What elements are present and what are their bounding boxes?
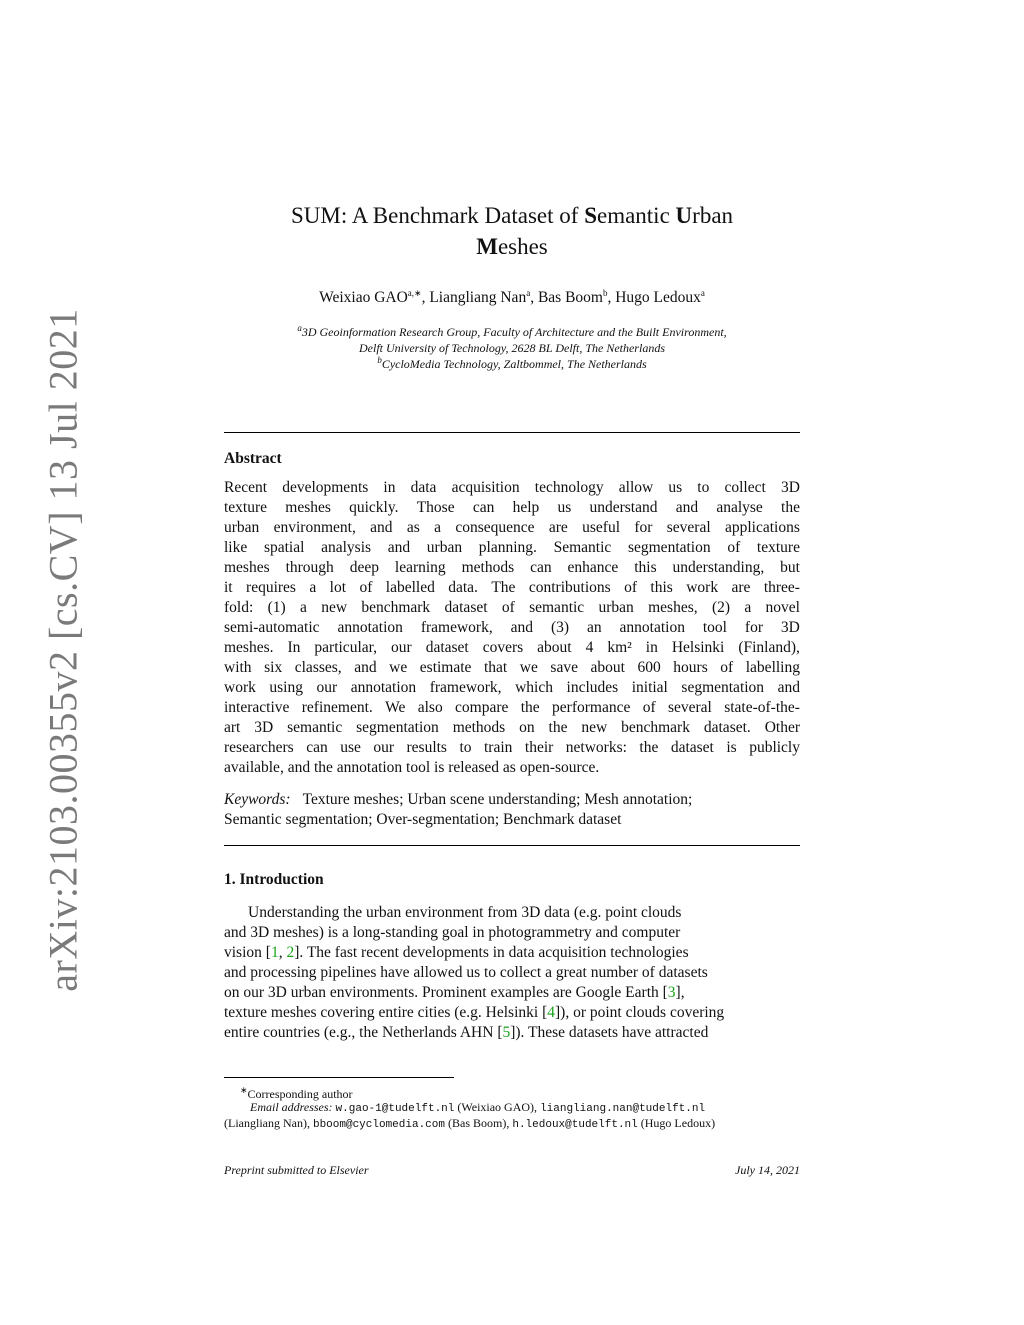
footnote-corresponding: ∗Corresponding author bbox=[240, 1085, 353, 1101]
author: Bas Boom$^b$ bbox=[537, 287, 608, 306]
affiliation-a: $^a$3D Geoinformation Research Group, Faculty of Architecture and the Built Environment, bbox=[297, 323, 727, 339]
abstract-line: with six classes, and we estimate that we save about 600 hours of labelling bbox=[224, 659, 800, 676]
keywords-line: Semantic segmentation; Over-segmentation; Benchmark dataset bbox=[224, 811, 622, 828]
email-link[interactable]: bboom@cyclomedia.com bbox=[312, 1119, 445, 1131]
abstract-bottom-rule bbox=[224, 845, 800, 846]
paper-title bbox=[224, 200, 800, 262]
intro-line: texture meshes covering entire cities (e.g. Helsinki [4]), or point clouds covering bbox=[224, 1004, 725, 1021]
intro-line: Understanding the urban environment from 3D data (e.g. point clouds bbox=[248, 904, 682, 921]
email-link[interactable]: liangliang.nan@tudelft.nl bbox=[540, 1103, 706, 1115]
arxiv-sidebar-stamp: arXiv:2103.00355v2 [cs.CV] 13 Jul 2021 bbox=[40, 308, 86, 992]
author: Weixiao $GAO^{a,∗}$ bbox=[319, 287, 422, 306]
email-link[interactable]: w.gao-1@tudelft.nl bbox=[335, 1103, 455, 1115]
abstract-line: fold: (1) a new benchmark dataset of semantic urban meshes, (2) a novel bbox=[224, 599, 800, 616]
intro-line: and 3D meshes) is a long-standing goal in photogrammetry and computer bbox=[224, 924, 681, 941]
abstract-line: meshes through deep learning methods can enhance this understanding, but bbox=[224, 559, 800, 576]
abstract-line: meshes. In particular, our dataset covers about 4 km² in Helsinki (Finland), bbox=[224, 639, 800, 656]
abstract-line: semi-automatic annotation framework, and (3) an annotation tool for 3D bbox=[224, 619, 800, 636]
abstract-line: work using our annotation framework, which includes initial segmentation and bbox=[224, 679, 800, 696]
affiliation-b: $^b$CycloMedia Technology, Zaltbommel, The Netherlands bbox=[377, 355, 647, 371]
title-part: emantic bbox=[596, 203, 676, 228]
abstract-line: Recent developments in data acquisition technology allow us to collect 3D bbox=[224, 479, 800, 496]
abstract-line: urban environment, and as a consequence are useful for several applications bbox=[224, 519, 800, 536]
title-part: rban bbox=[692, 203, 734, 228]
citation-link[interactable]: 1 bbox=[270, 944, 279, 961]
page-footer bbox=[224, 1163, 800, 1178]
email-link[interactable]: h.ledoux@tudelft.nl bbox=[512, 1119, 638, 1131]
keywords-line: Keywords: Texture meshes; Urban scene understanding; Mesh annotation; bbox=[224, 791, 693, 808]
abstract-line: interactive refinement. We also compare the performance of several state-of-the- bbox=[224, 699, 800, 716]
affiliations bbox=[224, 324, 800, 372]
citation-link[interactable]: 3 bbox=[667, 984, 676, 1001]
citation-link[interactable]: 4 bbox=[547, 1004, 555, 1021]
footer-date: July 14, 2021 bbox=[735, 1163, 800, 1177]
abstract-line: researchers can use our results to train their networks: the dataset is publicly bbox=[224, 739, 800, 756]
intro-line: and processing pipelines have allowed us to collect a great number of datasets bbox=[224, 964, 708, 981]
title-part: eshes bbox=[497, 234, 548, 259]
title-bold-letter: M bbox=[476, 234, 498, 259]
footnote-emails-cont: (Liangliang Nan), bboom@cyclomedia.com (Bas Boom), h.ledoux@tudelft.nl (Hugo Ledoux) bbox=[224, 1116, 716, 1131]
citation-link[interactable]: 2 bbox=[286, 944, 295, 961]
intro-line: vision [1, 2]. The fast recent developments in data acquisition technologies bbox=[224, 944, 689, 961]
title-bold-letter: S bbox=[584, 203, 597, 228]
keywords bbox=[224, 790, 800, 830]
footer-preprint-note: Preprint submitted to Elsevier bbox=[224, 1163, 369, 1177]
footnote-emails: Email addresses: w.gao-1@tudelft.nl (Weixiao GAO), liangliang.nan@tudelft.nl bbox=[250, 1100, 706, 1115]
section-heading-introduction: 1. Introduction bbox=[224, 871, 324, 888]
abstract-body bbox=[224, 478, 800, 778]
introduction-body bbox=[224, 903, 800, 1043]
abstract-top-rule bbox=[224, 432, 800, 433]
intro-line: entire countries (e.g., the Netherlands AHN [5]). These datasets have attracted bbox=[224, 1024, 709, 1041]
footnote-rule bbox=[224, 1077, 454, 1078]
abstract-heading: Abstract bbox=[224, 450, 282, 467]
title-bold-letter: U bbox=[675, 203, 693, 228]
affiliation-a-cont: Delft University of Technology, 2628 BL Delft, The Netherlands bbox=[359, 341, 665, 355]
abstract-line: available, and the annotation tool is released as open-source. bbox=[224, 759, 600, 776]
title-part: SUM: A Benchmark Dataset of bbox=[290, 203, 585, 228]
abstract-line: it requires a lot of labelled data. The contributions of this work are three- bbox=[224, 579, 800, 596]
intro-line: on our 3D urban environments. Prominent examples are Google Earth [3], bbox=[224, 984, 685, 1001]
abstract-line: like spatial analysis and urban planning. Semantic segmentation of texture bbox=[224, 539, 800, 556]
abstract-line: texture meshes quickly. Those can help us understand and analyse the bbox=[224, 499, 800, 516]
author-list: Weixiao $GAO^{a,∗}$, Liangliang Nan$^a$, Bas Boom$^b$, Hugo Ledoux$^a$ bbox=[319, 287, 705, 306]
author: Liangliang Nan$^a$ bbox=[429, 287, 531, 306]
abstract-line: art 3D semantic segmentation methods on the new benchmark dataset. Other bbox=[224, 719, 800, 736]
author: Hugo Ledoux$^a$ bbox=[615, 287, 705, 306]
citation-link[interactable]: 5 bbox=[502, 1024, 511, 1041]
